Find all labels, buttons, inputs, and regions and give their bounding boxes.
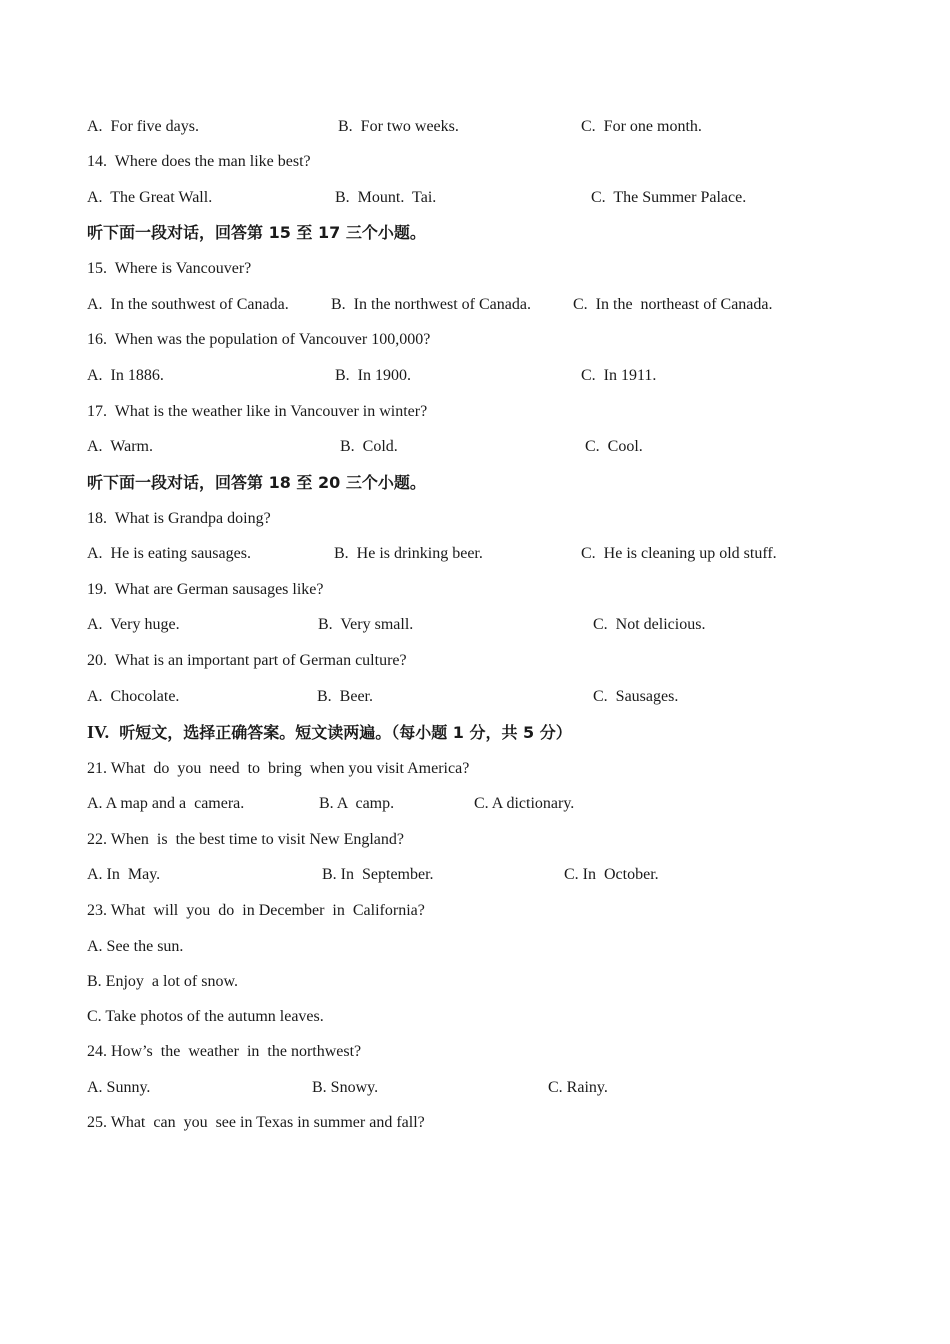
q17-option-b: B. Cold. xyxy=(340,438,398,455)
q18-option-a: A. He is eating sausages. xyxy=(87,545,251,562)
q15-option-a: A. In the southwest of Canada. xyxy=(87,296,289,313)
section-header-15-17: 听下面一段对话，回答第 15 至 17 三个小题。 xyxy=(87,223,426,242)
q20-option-b: B. Beer. xyxy=(317,688,373,705)
q19-option-c: C. Not delicious. xyxy=(593,616,706,633)
q23-option-c: C. Take photos of the autumn leaves. xyxy=(87,1008,324,1025)
q13-option-a: A. For five days. xyxy=(87,118,199,135)
q23-option-b: B. Enjoy a lot of snow. xyxy=(87,973,238,990)
q17-option-a: A. Warm. xyxy=(87,438,153,455)
q22-option-a: A. In May. xyxy=(87,866,161,883)
q23-question: 23. What will you do in December in California? xyxy=(87,902,425,919)
q14-question: 14. Where does the man like best? xyxy=(87,153,311,170)
q21-option-c: C. A dictionary. xyxy=(474,795,575,812)
q22-question: 22. When is the best time to visit New England? xyxy=(87,831,404,848)
q16-option-c: C. In 1911. xyxy=(581,367,657,384)
q24-question: 24. How’s the weather in the northwest? xyxy=(87,1043,362,1060)
section-iv-number: IV. xyxy=(87,722,110,742)
q24-option-b: B. Snowy. xyxy=(312,1079,379,1096)
q19-option-a: A. Very huge. xyxy=(87,616,180,633)
q14-option-c: C. The Summer Palace. xyxy=(591,189,747,206)
q18-option-b: B. He is drinking beer. xyxy=(334,545,483,562)
q25-question: 25. What can you see in Texas in summer and fall? xyxy=(87,1114,425,1131)
q24-option-c: C. Rainy. xyxy=(548,1079,608,1096)
q21-option-a: A. A map and a camera. xyxy=(87,795,245,812)
q15-question: 15. Where is Vancouver? xyxy=(87,260,252,277)
section-iv-header xyxy=(87,722,572,743)
q13-option-c: C. For one month. xyxy=(581,118,702,135)
q20-question: 20. What is an important part of German culture? xyxy=(87,652,407,669)
q20-option-a: A. Chocolate. xyxy=(87,688,180,705)
q21-option-b: B. A camp. xyxy=(319,795,395,812)
q13-option-b: B. For two weeks. xyxy=(338,118,459,135)
q16-option-b: B. In 1900. xyxy=(335,367,411,384)
q21-question: 21. What do you need to bring when you visit America? xyxy=(87,760,470,777)
q14-option-a: A. The Great Wall. xyxy=(87,189,213,206)
q22-option-b: B. In September. xyxy=(322,866,434,883)
q19-question: 19. What are German sausages like? xyxy=(87,581,324,598)
q22-option-c: C. In October. xyxy=(564,866,659,883)
section-header-18-20: 听下面一段对话，回答第 18 至 20 三个小题。 xyxy=(87,473,426,492)
q15-option-b: B. In the northwest of Canada. xyxy=(331,296,531,313)
q23-option-a: A. See the sun. xyxy=(87,938,184,955)
q20-option-c: C. Sausages. xyxy=(593,688,679,705)
q16-option-a: A. In 1886. xyxy=(87,367,164,384)
q16-question: 16. When was the population of Vancouver 100,000? xyxy=(87,331,431,348)
q24-option-a: A. Sunny. xyxy=(87,1079,151,1096)
q15-option-c: C. In the northeast of Canada. xyxy=(573,296,773,313)
section-iv-title: 听短文，选择正确答案。短文读两遍。（每小题 1 分，共 5 分） xyxy=(119,723,572,742)
q14-option-b: B. Mount. Tai. xyxy=(335,189,437,206)
q17-question: 17. What is the weather like in Vancouver in winter? xyxy=(87,403,428,420)
q18-question: 18. What is Grandpa doing? xyxy=(87,510,271,527)
q17-option-c: C. Cool. xyxy=(585,438,643,455)
q18-option-c: C. He is cleaning up old stuff. xyxy=(581,545,777,562)
q19-option-b: B. Very small. xyxy=(318,616,414,633)
